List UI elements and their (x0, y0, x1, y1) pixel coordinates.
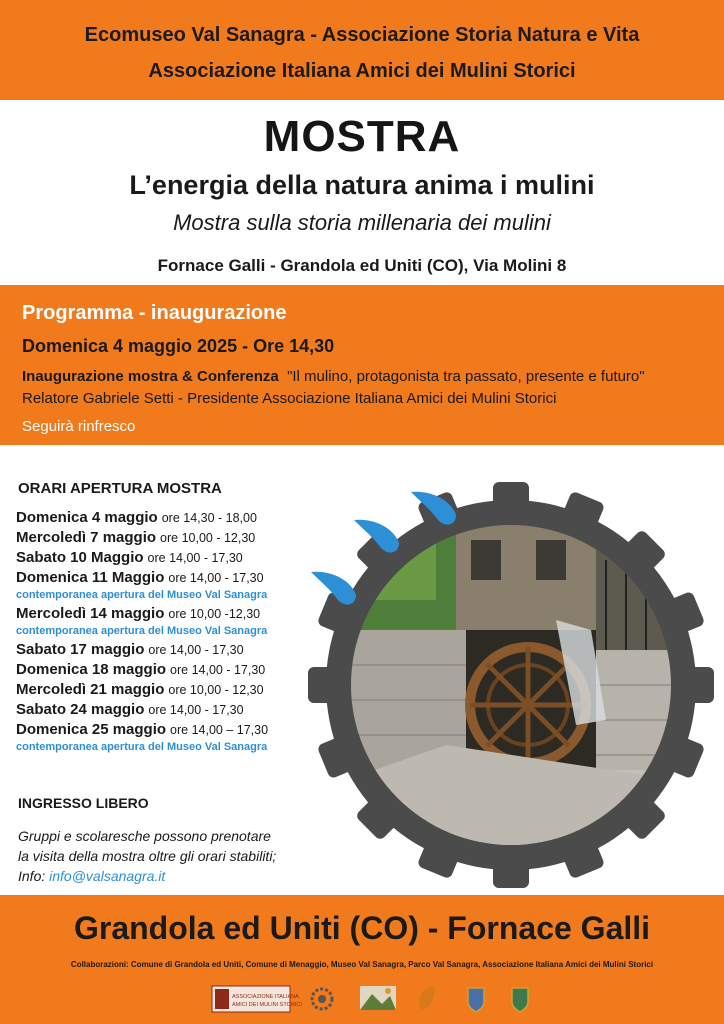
program-event-label: Inaugurazione mostra & Conferenza (22, 368, 279, 385)
schedule-row (16, 640, 336, 660)
schedule-day: Sabato 10 Maggio (16, 549, 144, 566)
schedule-hours: ore 14,00 - 17,30 (170, 663, 266, 677)
program-speaker: Relatore Gabriele Setti - Presidente Associazione Italiana Amici dei Mulini Storici (22, 390, 557, 407)
schedule-day: Mercoledì 14 maggio (16, 605, 165, 622)
schedule-heading: ORARI APERTURA MOSTRA (18, 480, 222, 497)
schedule-note: contemporanea apertura del Museo Val Sanagra (16, 741, 268, 753)
gear-logo (312, 989, 332, 1009)
gear-tooth (493, 848, 529, 888)
schedule-day: Sabato 24 maggio (16, 701, 145, 718)
schedule-row (16, 568, 336, 588)
gear-tooth (308, 667, 348, 703)
schedule-row (16, 700, 336, 720)
organizers-line-1: Ecomuseo Val Sanagra - Associazione Storia Natura e Vita (84, 24, 640, 46)
leaf-logo (419, 986, 434, 1010)
program-event (22, 368, 645, 385)
schedule-row (16, 720, 336, 740)
header-band (0, 0, 724, 100)
organizers-line-2: Associazione Italiana Amici dei Mulini Storici (148, 60, 576, 82)
gear-tooth (674, 667, 714, 703)
footer-title: Grandola ed Uniti (CO) - Fornace Galli (73, 910, 651, 946)
assoc-logo-line-1: ASSOCIAZIONE ITALIANA (232, 994, 299, 1000)
schedule-row (16, 680, 336, 700)
groups-line-1: Gruppi e scolaresche possono prenotare (18, 828, 271, 844)
schedule-hours: ore 10,00 - 12,30 (168, 683, 264, 697)
schedule-list (16, 508, 336, 756)
schedule-hours: ore 14,00 – 17,30 (170, 723, 269, 737)
schedule-day: Domenica 11 Maggio (16, 569, 165, 586)
schedule-hours: ore 14,30 - 18,00 (161, 511, 257, 525)
schedule-day: Domenica 18 maggio (16, 661, 167, 678)
landscape-logo (360, 986, 396, 1010)
schedule-day: Domenica 4 maggio (16, 509, 158, 526)
program-heading: Programma - inaugurazione (22, 302, 287, 324)
schedule-row (16, 528, 336, 548)
page-title: MOSTRA (263, 112, 461, 161)
schedule-day: Domenica 25 maggio (16, 721, 167, 738)
schedule-hours: ore 14,00 - 17,30 (147, 551, 243, 565)
groups-info (18, 826, 276, 886)
gear-tooth (493, 482, 529, 522)
email-link[interactable]: info@valsanagra.it (49, 868, 166, 884)
schedule-row (16, 660, 336, 680)
exhibit-subtitle: L’energia della natura anima i mulini (129, 170, 595, 200)
program-refreshment: Seguirà rinfresco (22, 418, 136, 435)
partner-logos (210, 982, 540, 1016)
schedule-hours: ore 10,00 - 12,30 (160, 531, 256, 545)
info-label: Info: (18, 868, 46, 884)
crest-logo-2 (512, 988, 528, 1012)
groups-line-2: la visita della mostra oltre gli orari stabiliti; (18, 848, 277, 864)
info-line (18, 866, 276, 886)
crest-logo (468, 988, 484, 1012)
collaborations-text: Collaborazioni: Comune di Grandola ed Uniti, Comune di Menaggio, Museo Val Sanagra, Parco Val Sanagra, Associazione Italiana Amici dei Mulini Storici (70, 960, 654, 969)
assoc-logo-line-2: AMICI DEI MULINI STORICI (232, 1002, 302, 1008)
program-event-title: "Il mulino, protagonista tra passato, presente e futuro" (287, 368, 645, 385)
schedule-row (16, 548, 336, 568)
free-entry-label: INGRESSO LIBERO (18, 795, 149, 811)
schedule-row (16, 604, 336, 624)
exhibit-location: Fornace Galli - Grandola ed Uniti (CO), Via Molini 8 (157, 256, 567, 275)
schedule-row (16, 508, 336, 528)
schedule-hours: ore 14,00 - 17,30 (148, 643, 244, 657)
schedule-hours: ore 10,00 -12,30 (168, 607, 261, 621)
schedule-day: Sabato 17 maggio (16, 641, 145, 658)
program-date: Domenica 4 maggio 2025 - Ore 14,30 (22, 336, 335, 356)
schedule-hours: ore 14,00 - 17,30 (148, 703, 244, 717)
water-mill-photo (306, 480, 716, 890)
association-logo (212, 986, 302, 1012)
schedule-note: contemporanea apertura del Museo Val Sanagra (16, 589, 268, 601)
schedule-note: contemporanea apertura del Museo Val Sanagra (16, 625, 268, 637)
schedule-day: Mercoledì 7 maggio (16, 529, 157, 546)
schedule-hours: ore 14,00 - 17,30 (168, 571, 264, 585)
schedule-day: Mercoledì 21 maggio (16, 681, 165, 698)
exhibit-tagline: Mostra sulla storia millenaria dei mulini (173, 210, 551, 235)
